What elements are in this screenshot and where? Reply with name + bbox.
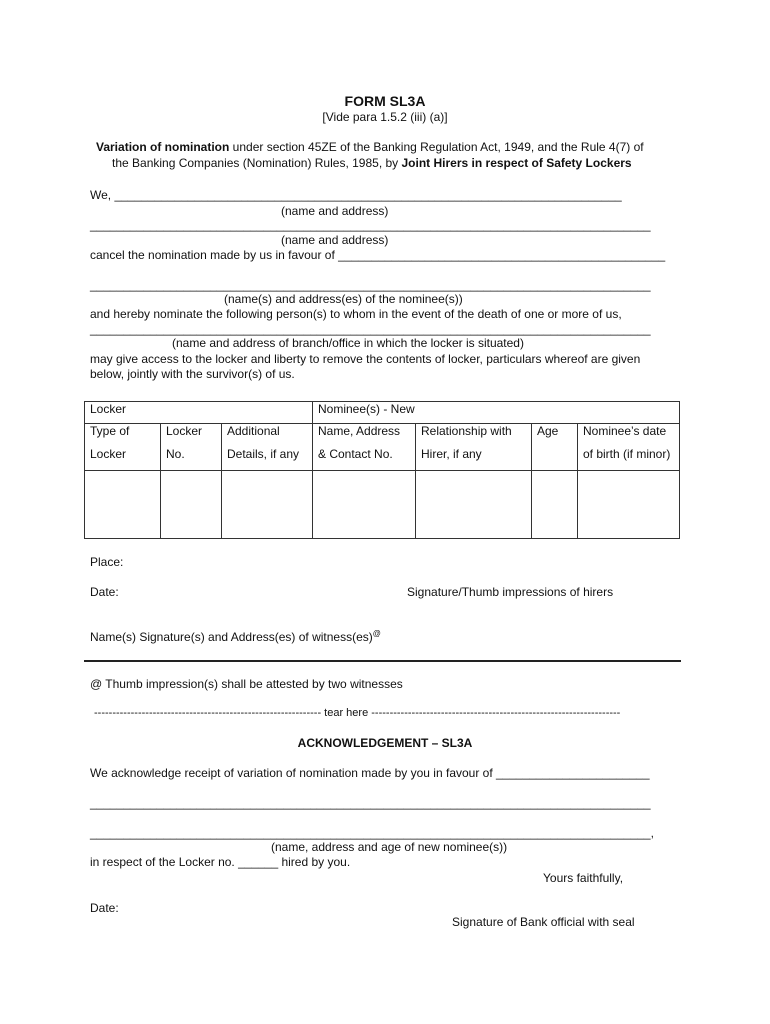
- table-header-row-1: [85, 424, 680, 447]
- place-label: Place:: [90, 555, 124, 569]
- name-address-caption-1: (name and address): [281, 204, 389, 218]
- intro-line2-a: the Banking Companies (Nomination) Rules, 1985, by: [112, 156, 402, 170]
- col-type-header-2: Locker: [85, 447, 161, 471]
- thumb-note: @ Thumb impression(s) shall be attested by two witnesses: [90, 677, 403, 691]
- vide-para: [Vide para 1.5.2 (iii) (a)]: [322, 110, 448, 124]
- hirers-signature-label: Signature/Thumb impressions of hirers: [407, 585, 614, 599]
- col-additional-header: Additional: [222, 424, 313, 447]
- col-name-header-2: & Contact No.: [313, 447, 416, 471]
- ack-blank-line-2: ____________________________________________________________________________________,: [90, 826, 654, 840]
- form-title: FORM SL3A: [344, 93, 426, 109]
- col-dob-header-2: of birth (if minor): [578, 447, 680, 471]
- blank-line-3: ____________________________________________________________________________________: [90, 322, 651, 336]
- intro-bold-1: Variation of nomination: [96, 140, 230, 154]
- intro-line-2: [112, 156, 632, 170]
- hereby-line: and hereby nominate the following person(s) to whom in the event of the death of one or more of us,: [90, 307, 622, 321]
- col-relationship-header: Relationship with: [416, 424, 532, 447]
- ack-new-nominee-caption: (name, address and age of new nominee(s)): [271, 840, 508, 854]
- blank-line-1: ____________________________________________________________________________________: [90, 218, 651, 232]
- branch-caption: (name and address of branch/office in which the locker is situated): [172, 336, 524, 350]
- col-name-header: Name, Address: [313, 424, 416, 447]
- col-locker-no-header-2: No.: [161, 447, 222, 471]
- intro-line-1: [96, 140, 644, 154]
- ack-blank-line-1: ____________________________________________________________________________________: [90, 796, 651, 810]
- name-address-caption-2: (name and address): [281, 233, 389, 247]
- cell-relationship[interactable]: [416, 471, 532, 539]
- witness-label: [90, 629, 381, 644]
- col-type-header: Type of: [85, 424, 161, 447]
- access-line-1: may give access to the locker and liberty to remove the contents of locker, particulars whereof are given: [90, 352, 641, 366]
- cell-dob[interactable]: [578, 471, 680, 539]
- access-line-2: below, jointly with the survivor(s) of us.: [90, 367, 295, 381]
- witness-superscript: @: [372, 629, 381, 638]
- ack-locker-no-line: in respect of the Locker no. ______ hired by you.: [90, 855, 351, 869]
- intro-bold-2: Joint Hirers in respect of Safety Lockers: [401, 156, 632, 170]
- cell-type[interactable]: [85, 471, 161, 539]
- cancel-nomination-line: cancel the nomination made by us in favour of _________________________________________________: [90, 248, 666, 262]
- group-locker-header: Locker: [85, 402, 313, 424]
- cell-age[interactable]: [532, 471, 578, 539]
- we-line: We, ____________________________________________________________________________: [90, 188, 622, 202]
- col-dob-header: Nominee’s date: [578, 424, 680, 447]
- table-group-row: [85, 402, 680, 424]
- group-nominee-header: Nominee(s) - New: [313, 402, 680, 424]
- table-row: [85, 471, 680, 539]
- cell-additional[interactable]: [222, 471, 313, 539]
- col-age-header: Age: [532, 424, 578, 471]
- date-label: Date:: [90, 585, 119, 599]
- cell-locker-no[interactable]: [161, 471, 222, 539]
- col-locker-no-header: Locker: [161, 424, 222, 447]
- divider-line: [84, 660, 681, 662]
- nominee-caption: (name(s) and address(es) of the nominee(s)): [224, 292, 463, 306]
- table-header-row-2: [85, 447, 680, 471]
- ack-title: ACKNOWLEDGEMENT – SL3A: [297, 736, 473, 750]
- ack-date-label: Date:: [90, 901, 119, 915]
- locker-nominee-table: [84, 401, 680, 539]
- tear-here-line: -------------------------------------------------------------- tear here --------------------------------------------------------------------: [94, 707, 621, 719]
- blank-line-2: ____________________________________________________________________________________: [90, 278, 651, 292]
- cell-name-address[interactable]: [313, 471, 416, 539]
- witness-text: Name(s) Signature(s) and Address(es) of witness(es): [90, 630, 373, 644]
- col-additional-header-2: Details, if any: [222, 447, 313, 471]
- intro-rest-1: under section 45ZE of the Banking Regulation Act, 1949, and the Rule 4(7) of: [229, 140, 644, 154]
- ack-receipt-line: We acknowledge receipt of variation of nomination made by you in favour of _______________________: [90, 766, 650, 780]
- yours-faithfully: Yours faithfully,: [543, 871, 624, 885]
- col-relationship-header-2: Hirer, if any: [416, 447, 532, 471]
- bank-official-signature: Signature of Bank official with seal: [452, 915, 635, 929]
